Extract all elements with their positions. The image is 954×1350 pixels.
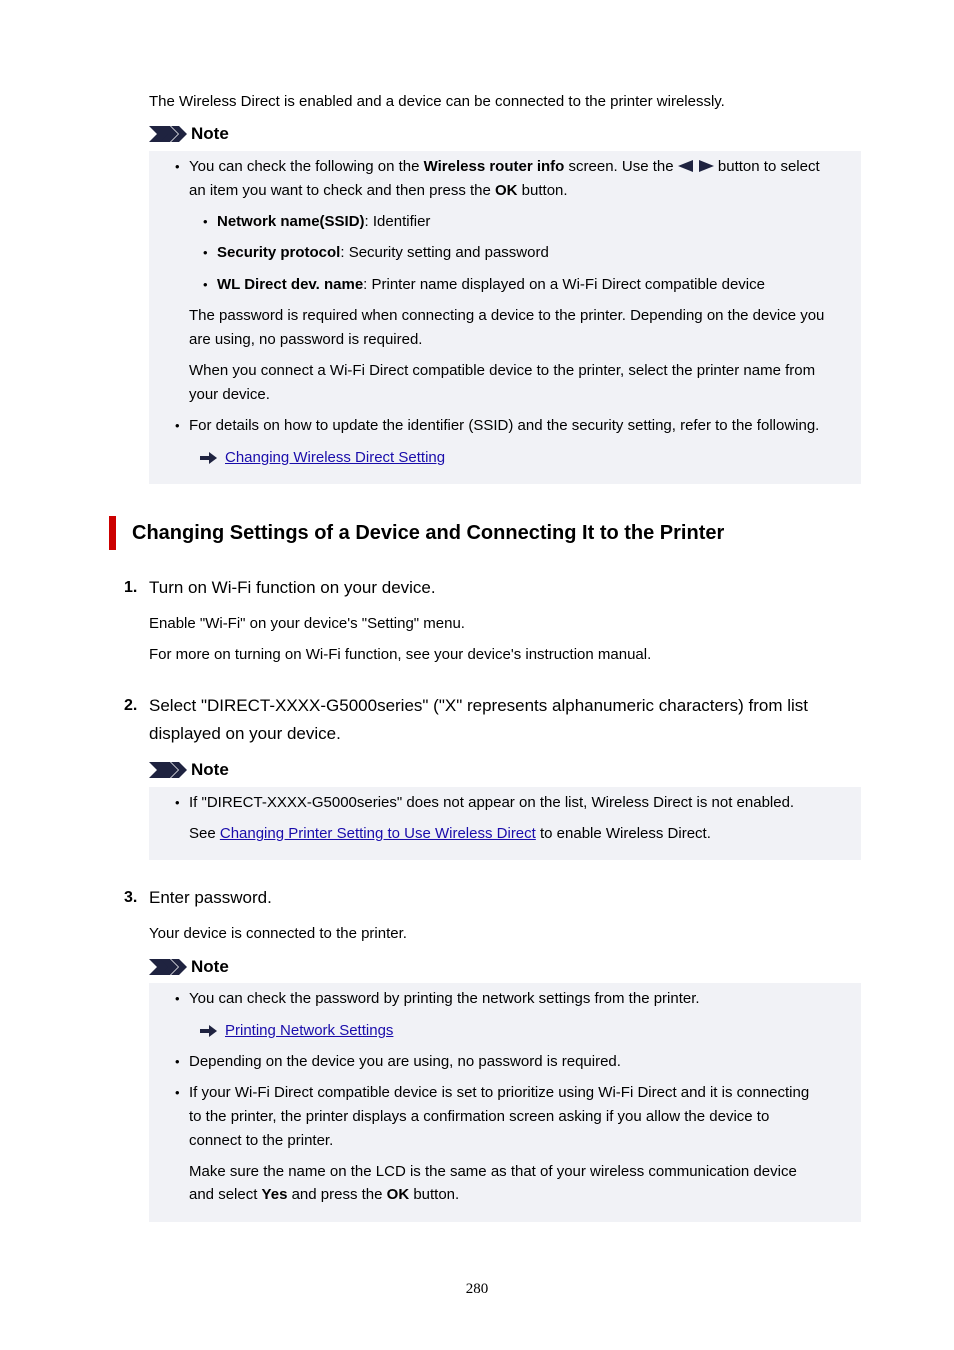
left-right-arrows-icon [678,160,714,172]
note1-bullet1-line1: You can check the following on the Wireless router info screen. Use the button to select [189,158,820,175]
step2-title-line1: Select "DIRECT-XXXX-G5000series" ("X" represents alphanumeric characters) from list [149,696,809,715]
step2-title-line2: displayed on your device. [149,724,341,743]
note-heading [149,956,229,978]
step3-note-bullet3-line2: to the printer, the printer displays a confirmation screen asking if you allow the device to [189,1108,770,1125]
step-number: 1. [124,579,138,596]
note-heading [149,759,229,781]
bullet: • [175,159,180,174]
note-heading [149,123,229,145]
step3-note-bullet1: You can check the password by printing the network settings from the printer. [189,990,700,1007]
page-number: 280 [465,1281,489,1297]
bullet: • [175,1054,180,1069]
step3-title: Enter password. [149,888,272,907]
bullet: • [175,1085,180,1100]
step2-note-line1: If "DIRECT-XXXX-G5000series" does not appear on the list, Wireless Direct is not enabled. [189,794,795,811]
note1-bullet2: For details on how to update the identifier (SSID) and the security setting, refer to the following. [189,417,820,434]
note-label: Note [191,957,229,976]
step-number: 2. [124,697,138,714]
note1-para2-line2: your device. [189,386,270,403]
link-arrow-icon [200,1025,218,1037]
bullet: • [175,795,180,810]
step1-para2: For more on turning on Wi-Fi function, see your device's instruction manual. [149,646,652,663]
step3-note-bullet2: Depending on the device you are using, no password is required. [189,1053,621,1070]
bullet: • [175,418,180,433]
note-arrows-icon [149,762,187,778]
step3-para1: Your device is connected to the printer. [149,925,407,942]
heading-accent-bar [109,516,116,550]
link-arrow-icon [200,452,218,464]
note-label: Note [191,760,229,779]
step-number: 3. [124,889,138,906]
bullet: • [203,214,208,229]
note1-sub1: Network name(SSID): Identifier [217,213,431,230]
note-label: Note [191,124,229,143]
note1-sub2: Security protocol: Security setting and password [217,244,549,261]
changing-wireless-direct-setting-link[interactable]: Changing Wireless Direct Setting [225,449,446,466]
note1-bullet1-line2: an item you want to check and then press the OK button. [189,182,568,199]
bullet: • [203,277,208,292]
note-arrows-icon [149,126,187,142]
bullet: • [175,991,180,1006]
note1-para1-line1: The password is required when connecting a device to the printer. Depending on the device you [189,307,825,324]
printing-network-settings-link[interactable]: Printing Network Settings [225,1022,394,1039]
step3-note-bullet3-line1: If your Wi-Fi Direct compatible device is set to prioritize using Wi-Fi Direct and it is connecting [189,1084,810,1101]
bullet: • [203,245,208,260]
changing-printer-setting-link[interactable]: Changing Printer Setting to Use Wireless Direct [219,825,536,842]
note1-para2-line1: When you connect a Wi-Fi Direct compatible device to the printer, select the printer name from [189,362,816,379]
note-arrows-icon [149,959,187,975]
note1-para1-line2: are using, no password is required. [189,331,423,348]
section-heading: Changing Settings of a Device and Connecting It to the Printer [132,522,725,544]
step3-note-para-line2: and select Yes and press the OK button. [189,1186,460,1203]
intro-text: The Wireless Direct is enabled and a device can be connected to the printer wirelessly. [149,93,725,110]
step1-para1: Enable "Wi-Fi" on your device's "Setting" menu. [149,615,465,632]
note1-sub3: WL Direct dev. name: Printer name displayed on a Wi-Fi Direct compatible device [217,276,765,293]
step2-note-line2: See Changing Printer Setting to Use Wireless Direct to enable Wireless Direct. [189,825,711,842]
step1-title: Turn on Wi-Fi function on your device. [149,578,436,597]
step3-note-para-line1: Make sure the name on the LCD is the same as that of your wireless communication device [189,1163,797,1180]
step3-note-bullet3-line3: connect to the printer. [189,1132,334,1149]
